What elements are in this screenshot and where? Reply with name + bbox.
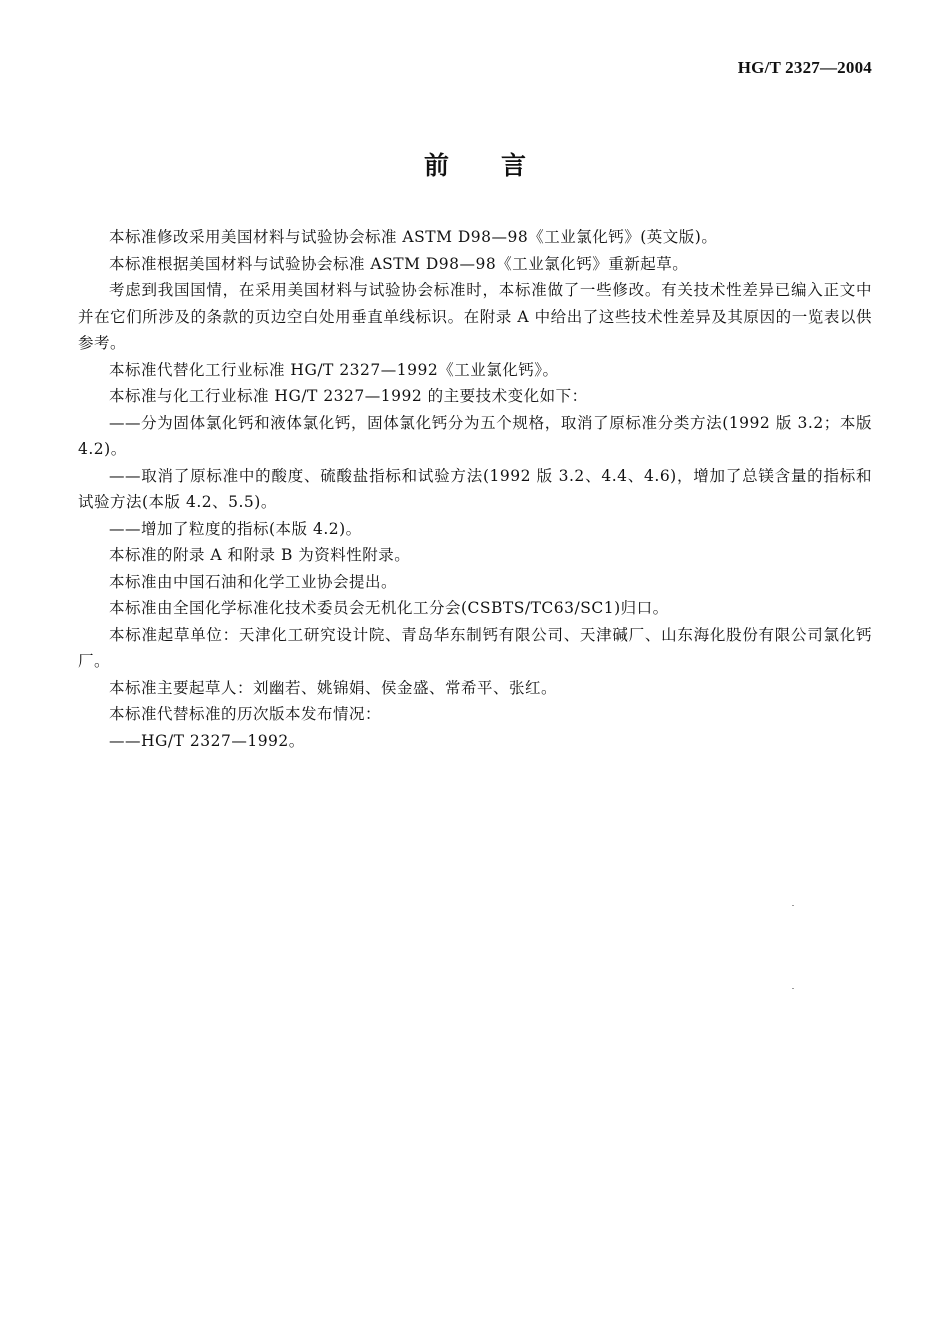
paragraph-7: ——取消了原标准中的酸度、硫酸盐指标和试验方法(1992 版 3.2、4.4、4.6)，增加了总镁含量的指标和试验方法(本版 4.2、5.5)。: [78, 466, 872, 511]
paragraph-8: ——增加了粒度的指标(本版 4.2)。: [109, 519, 362, 538]
paragraph-5: 本标准与化工行业标准 HG/T 2327—1992 的主要技术变化如下：: [109, 387, 588, 405]
paragraph-1: 本标准修改采用美国材料与试验协会标准 ASTM D98—98《工业氯化钙》(英文版)。: [109, 228, 718, 246]
page-title: 前言: [423, 151, 578, 180]
paragraph-15: ——HG/T 2327—1992。: [109, 731, 305, 750]
document-code: HG/T 2327—2004: [737, 58, 872, 77]
preface-body: [78, 224, 872, 754]
paragraph-9: 本标准的附录 A 和附录 B 为资料性附录。: [109, 546, 411, 564]
paragraph-3: 考虑到我国国情，在采用美国材料与试验协会标准时，本标准做了一些修改。有关技术性差异已编入正文中并在它们所涉及的条款的页边空白处用垂直单线标识。在附录 A 中给出了这些技术性差异及其原因的一览表以供参考。: [78, 281, 872, 352]
paragraph-10: 本标准由中国石油和化学工业协会提出。: [109, 572, 398, 591]
paragraph-6: ——分为固体氯化钙和液体氯化钙，固体氯化钙分为五个规格，取消了原标准分类方法(1992 版 3.2；本版 4.2)。: [78, 413, 872, 458]
paragraph-13: 本标准主要起草人：刘幽若、姚锦娟、侯金盛、常希平、张红。: [109, 678, 558, 697]
paragraph-14: 本标准代替标准的历次版本发布情况：: [109, 705, 382, 723]
scan-speck: [792, 988, 794, 989]
paragraph-2: 本标准根据美国材料与试验协会标准 ASTM D98—98《工业氯化钙》重新起草。: [109, 254, 689, 273]
paragraph-11: 本标准由全国化学标准化技术委员会无机化工分会(CSBTS/TC63/SC1)归口。: [109, 599, 669, 617]
paragraph-4: 本标准代替化工行业标准 HG/T 2327—1992《工业氯化钙》。: [109, 360, 559, 379]
scan-speck: [792, 905, 794, 906]
paragraph-12: 本标准起草单位：天津化工研究设计院、青岛华东制钙有限公司、天津碱厂、山东海化股份有限公司氯化钙厂。: [78, 625, 872, 670]
